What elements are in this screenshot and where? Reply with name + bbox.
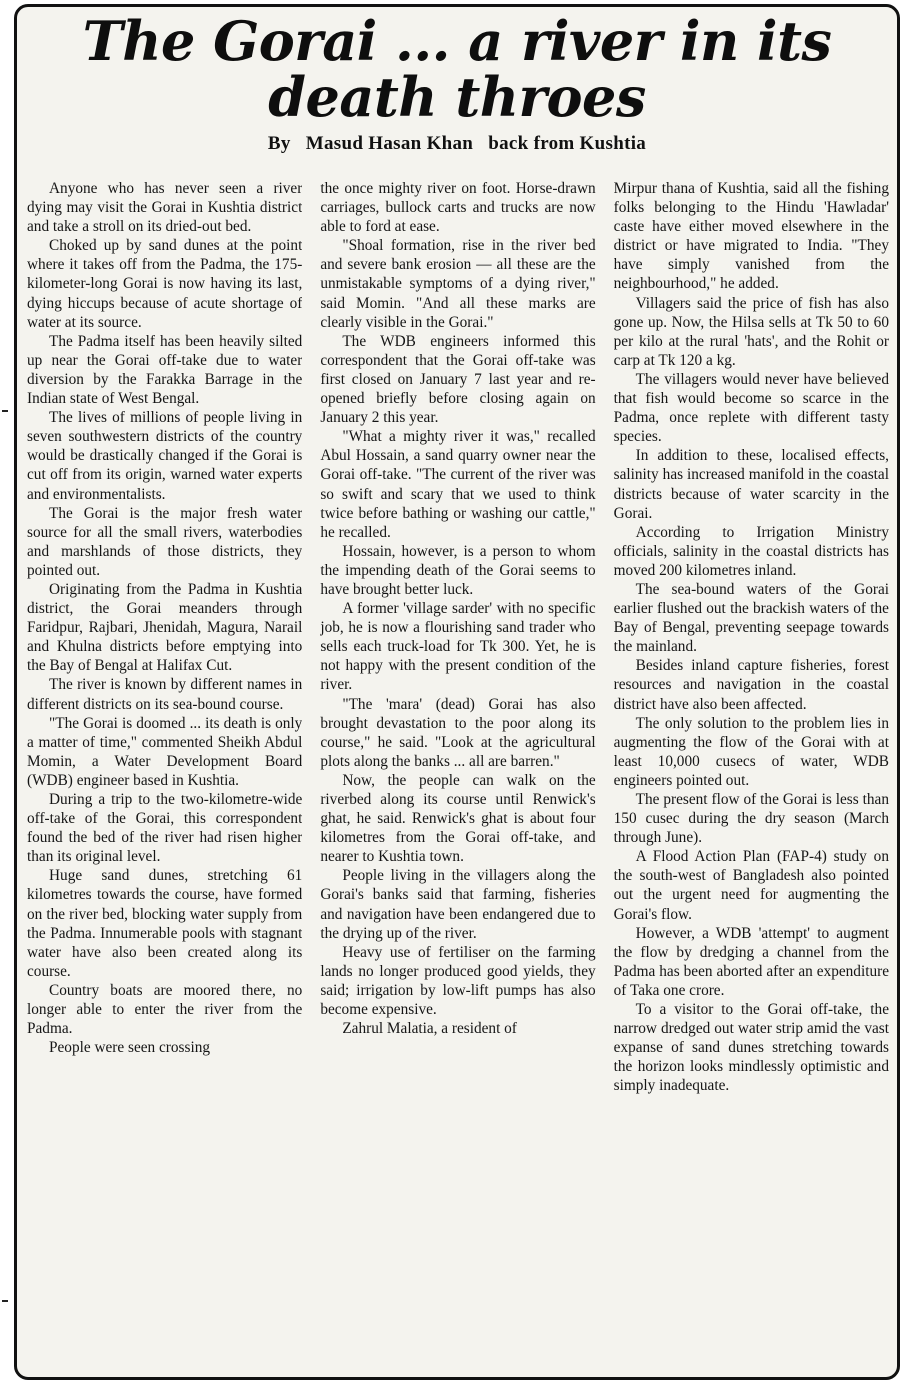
article-paragraph: Heavy use of fertiliser on the farming lands no longer produced good yields, they said; irrigation by low-lift pumps has also become expensive. (320, 943, 596, 1019)
article-paragraph: The lives of millions of people living in seven southwestern districts of the country would be drastically changed if the Gorai is cut off from its origin, warned water experts and environmentalists. (27, 409, 303, 503)
article-paragraph: Villagers said the price of fish has also gone up. Now, the Hilsa sells at Tk 50 to 60 per kilo at the rural 'hats', and the Rohit or carp at Tk 120 a kg. (613, 294, 889, 369)
article-paragraph: "Shoal formation, rise in the river bed and severe bank erosion — all these are the unmistakable symptoms of a dying river," said Momin. "And all these marks are clearly visible in the Gorai." (320, 237, 596, 331)
article-paragraph: Now, the people can walk on the riverbed along its course until Renwick's ghat, he said. Renwick's ghat is about four kilometres from the Gorai off-take, and nearer to Kushtia town. (320, 771, 596, 866)
article-paragraph: The present flow of the Gorai is less than 150 cusec during the dry season (March through June). (613, 791, 889, 847)
article-paragraph: The sea-bound waters of the Gorai earlier flushed out the brackish waters of the Bay of Bengal, preventing seepage towards the mainland. (613, 580, 889, 656)
article-paragraph: Besides inland capture fisheries, forest resources and navigation in the coastal district have also been affected. (613, 657, 889, 713)
article-paragraph: "The Gorai is doomed ... its death is only a matter of time," commented Sheikh Abdul Momin, a Water Development Board (WDB) engineer based in Kushtia. (27, 714, 303, 789)
article-paragraph: However, a WDB 'attempt' to augment the flow by dredging a channel from the Padma has been aborted after an expenditure of Taka one crore. (613, 924, 889, 999)
article-paragraph: Hossain, however, is a person to whom the impending death of the Gorai seems to have brought better luck. (320, 542, 596, 598)
article-paragraph: The river is known by different names in different districts on its sea-bound course. (27, 676, 303, 713)
byline (17, 133, 897, 155)
byline-author: Masud Hasan Khan (305, 133, 474, 154)
margin-mark (2, 410, 8, 412)
article-column-3 (614, 179, 889, 1371)
article-paragraph: Originating from the Padma in Kushtia district, the Gorai meanders through Faridpur, Rajbari, Jhenidah, Magura, Narail and Khulna districts before emptying into the Bay of Bengal at Halifax Cut. (27, 580, 303, 675)
article-paragraph: A former 'village sarder' with no specific job, he is now a flourishing sand trader who sells each truck-load for Tk 300. Yet, he is not happy with the present condition of the river. (320, 600, 596, 694)
article-body (27, 179, 889, 1371)
article-paragraph: the once mighty river on foot. Horse-drawn carriages, bullock carts and trucks are now able to ford at ease. (320, 180, 596, 236)
headline (17, 9, 897, 129)
article-paragraph: According to Irrigation Ministry officials, salinity in the coastal districts has moved 200 kilometres inland. (613, 523, 889, 579)
article-paragraph: To a visitor to the Gorai off-take, the narrow dredged out water strip amid the vast expanse of sand dunes stretching towards the horizon looks mindlessly optimistic and simply inadequate. (613, 1001, 889, 1095)
article-paragraph: The only solution to the problem lies in augmenting the flow of the Gorai with at least 10,000 cusecs of water, WDB engineers pointed out. (613, 714, 889, 789)
byline-suffix: back from Kushtia (488, 133, 647, 154)
article-paragraph: During a trip to the two-kilometre-wide off-take of the Gorai, this correspondent found the bed of the river had risen higher than its original level. (27, 791, 303, 866)
article-paragraph: Zahrul Malatia, a resident of (342, 1020, 517, 1038)
article-paragraph: People were seen crossing (49, 1039, 210, 1057)
byline-prefix: By (267, 133, 291, 154)
article-column-2 (320, 179, 595, 1371)
newspaper-clipping (14, 4, 900, 1380)
article-paragraph: "What a mighty river it was," recalled Abul Hossain, a sand quarry owner near the Gorai off-take. "The current of the river was so swift and scary that we used to think twice before bathing or washing our cattle," he recalled. (320, 428, 596, 541)
article-paragraph: A Flood Action Plan (FAP-4) study on the south-west of Bangladesh also pointed out the urgent need for augmenting the Gorai's flow. (613, 848, 889, 923)
article-paragraph: Huge sand dunes, stretching 61 kilometres towards the course, have formed on the river bed, blocking water supply from the Padma. Innumerable pools with stagnant water have also been created along its course. (27, 867, 303, 980)
article-paragraph: Anyone who has never seen a river dying may visit the Gorai in Kushtia district and take a stroll on its dried-out bed. (27, 180, 303, 236)
article-paragraph: The villagers would never have believed that fish would become so scarce in the Padma, once replete with different tasty species. (613, 370, 889, 446)
article-paragraph: People living in the villagers along the Gorai's banks said that farming, fisheries and navigation have been endangered due to the drying up of the river. (320, 867, 596, 942)
article-paragraph: Country boats are moored there, no longer able to enter the river from the Padma. (27, 981, 303, 1038)
margin-mark (2, 1300, 8, 1302)
article-column-1 (27, 179, 302, 1371)
article-paragraph: The Padma itself has been heavily silted up near the Gorai off-take due to water diversion by the Farakka Barrage in the Indian state of West Bengal. (27, 332, 303, 408)
article-paragraph: Mirpur thana of Kushtia, said all the fishing folks belonging to the Hindu 'Hawladar' caste have either moved elsewhere in the district or have migrated to India. "They have simply vanished from the neighbourhood," he added. (613, 180, 889, 293)
article-paragraph: "The 'mara' (dead) Gorai has also brought devastation to the poor along its course," he said. "Look at the agricultural plots along the banks ... all are barren." (320, 695, 596, 770)
headline-line-1: The Gorai ... a river in its (82, 9, 832, 73)
article-paragraph: The Gorai is the major fresh water source for all the small rivers, waterbodies and marshlands of those districts, they pointed out. (27, 504, 303, 579)
article-paragraph: The WDB engineers informed this correspondent that the Gorai off-take was first closed on January 7 last year and re-opened briefly before closing again on January 2 this year. (320, 332, 596, 427)
article-paragraph: Choked up by sand dunes at the point where it takes off from the Padma, the 175-kilometer-long Gorai is now having its last, dying hiccups because of acute shortage of water at its source. (27, 237, 303, 331)
headline-line-2: death throes (268, 65, 646, 129)
article-paragraph: In addition to these, localised effects, salinity has increased manifold in the coastal districts because of water scarcity in the Gorai. (613, 447, 889, 522)
